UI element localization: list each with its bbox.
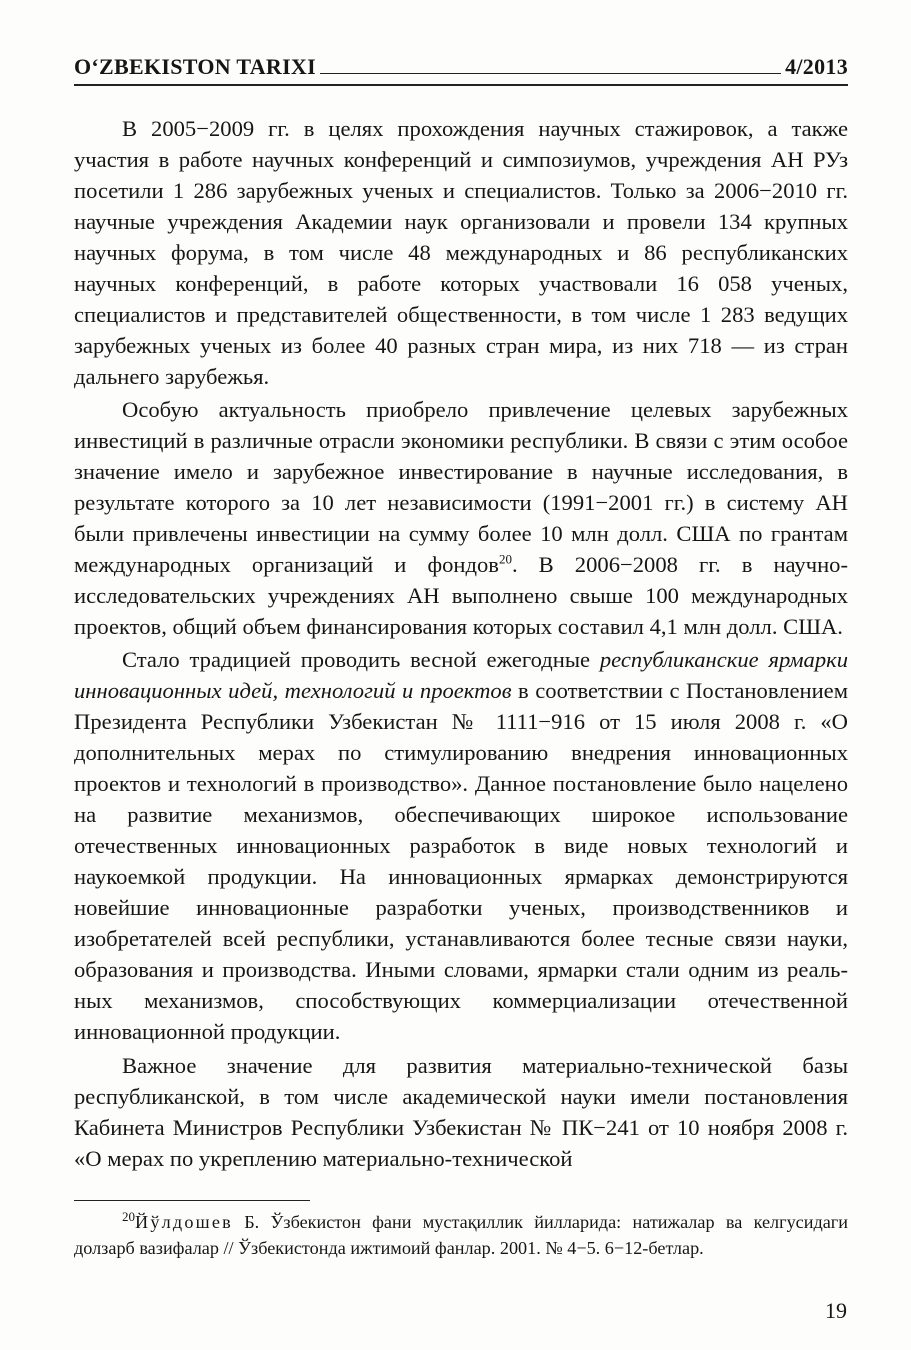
footnote-number: 20 bbox=[122, 1208, 135, 1224]
journal-title: O‘ZBEKISTON TARIXI bbox=[74, 54, 316, 79]
paragraph-3-text-continued: в соответствии с Постановлением Президента Республики Узбекистан № 1111−916 от 15 июля 2008 г. «О дополнительных мерах по стимулированию внедрения инновационных проектов и технологий в производство». Данное постановление было нацелено на развитие механизмов, обеспечивающих широкое использование отечественных инновационных разработок в виде новых технологий и наукоемкой продукции. На инновационных ярмарках демонстрируются новейшие инновационные разработки ученых, производственников и изобретателей всей республики, устанавливаются более тесные связи науки, образования и производства. Иными словами, ярмарки стали одним из реальных механизмов, способствующих коммерциализации отечественной инновационной продукции. bbox=[74, 678, 848, 1044]
footnote-paragraph bbox=[74, 1209, 848, 1261]
paragraph-3-text: Стало традицией проводить весной ежегодные bbox=[122, 647, 600, 672]
paragraph-4: Важное значение для развития материально-технической базы республиканской, в том числе академической науки имели постановления Кабинета Министров Республики Узбекистан № ПК−241 от 10 ноября 2008 г. «О мерах по укреплению материально-технической bbox=[74, 1053, 848, 1171]
footnote-reference[interactable]: 20 bbox=[498, 551, 512, 567]
footnote bbox=[74, 1209, 848, 1261]
paragraph-1: В 2005−2009 гг. в целях прохождения научных стажировок, а также участия в работе научных конференций и симпозиумов, учреждения АН РУз посетили 1 286 зарубежных ученых и специалистов. Только за 2006−2010 гг. научные учреждения Академии наук организовали и провели 134 крупных научных форума, в том числе 48 международных и 86 республиканских научных конференций, в работе которых участвовали 16 058 ученых, специалистов и представителей общественности, в том числе 1 283 ведущих зарубежных ученых из более 40 разных стран мира, из них 718 — из стран дальнего зарубежья. bbox=[74, 116, 848, 389]
paragraph-2-text-continued: . В 2006−2008 гг. в научно-исследовательских учреждениях АН выполнено свыше 100 международных проектов, общий объем финансирования которых составил 4,1 млн долл. США. bbox=[74, 552, 848, 639]
body-text bbox=[74, 113, 848, 1174]
running-header bbox=[74, 44, 848, 80]
paragraph-3 bbox=[74, 644, 848, 1047]
paragraph-2 bbox=[74, 394, 848, 642]
footnote-author: Йўлдошев bbox=[135, 1212, 233, 1232]
paragraph-2-text: Особую актуальность приобрело привлечение целевых зарубежных инвестиций в различные отрасли экономики республики. В связи с этим особое значение имело и зарубежное инвестирование в научные исследования, в результате которого за 10 лет независимости (1991−2001 гг.) в систему АН были привлечены инвестиции на сумму более 10 млн долл. США по грантам международных организаций и фондов bbox=[74, 397, 848, 577]
header-divider bbox=[74, 84, 848, 86]
paragraph-3-italic-phrase: республиканские ярмарки инновационных идей, технологий и проектов bbox=[74, 647, 848, 703]
footnote-separator bbox=[74, 1200, 310, 1201]
header-rule bbox=[320, 73, 781, 74]
footnote-text: Б. Ўзбекистон фани мустақиллик йилларида: натижалар ва келгусидаги долзарб вазифалар // Ўзбекистонда ижтимоий фанлар. 2001. № 4−5. 6−12-бетлар. bbox=[74, 1212, 848, 1258]
page-number: 19 bbox=[825, 1298, 847, 1323]
issue-number: 4/2013 bbox=[785, 54, 848, 79]
